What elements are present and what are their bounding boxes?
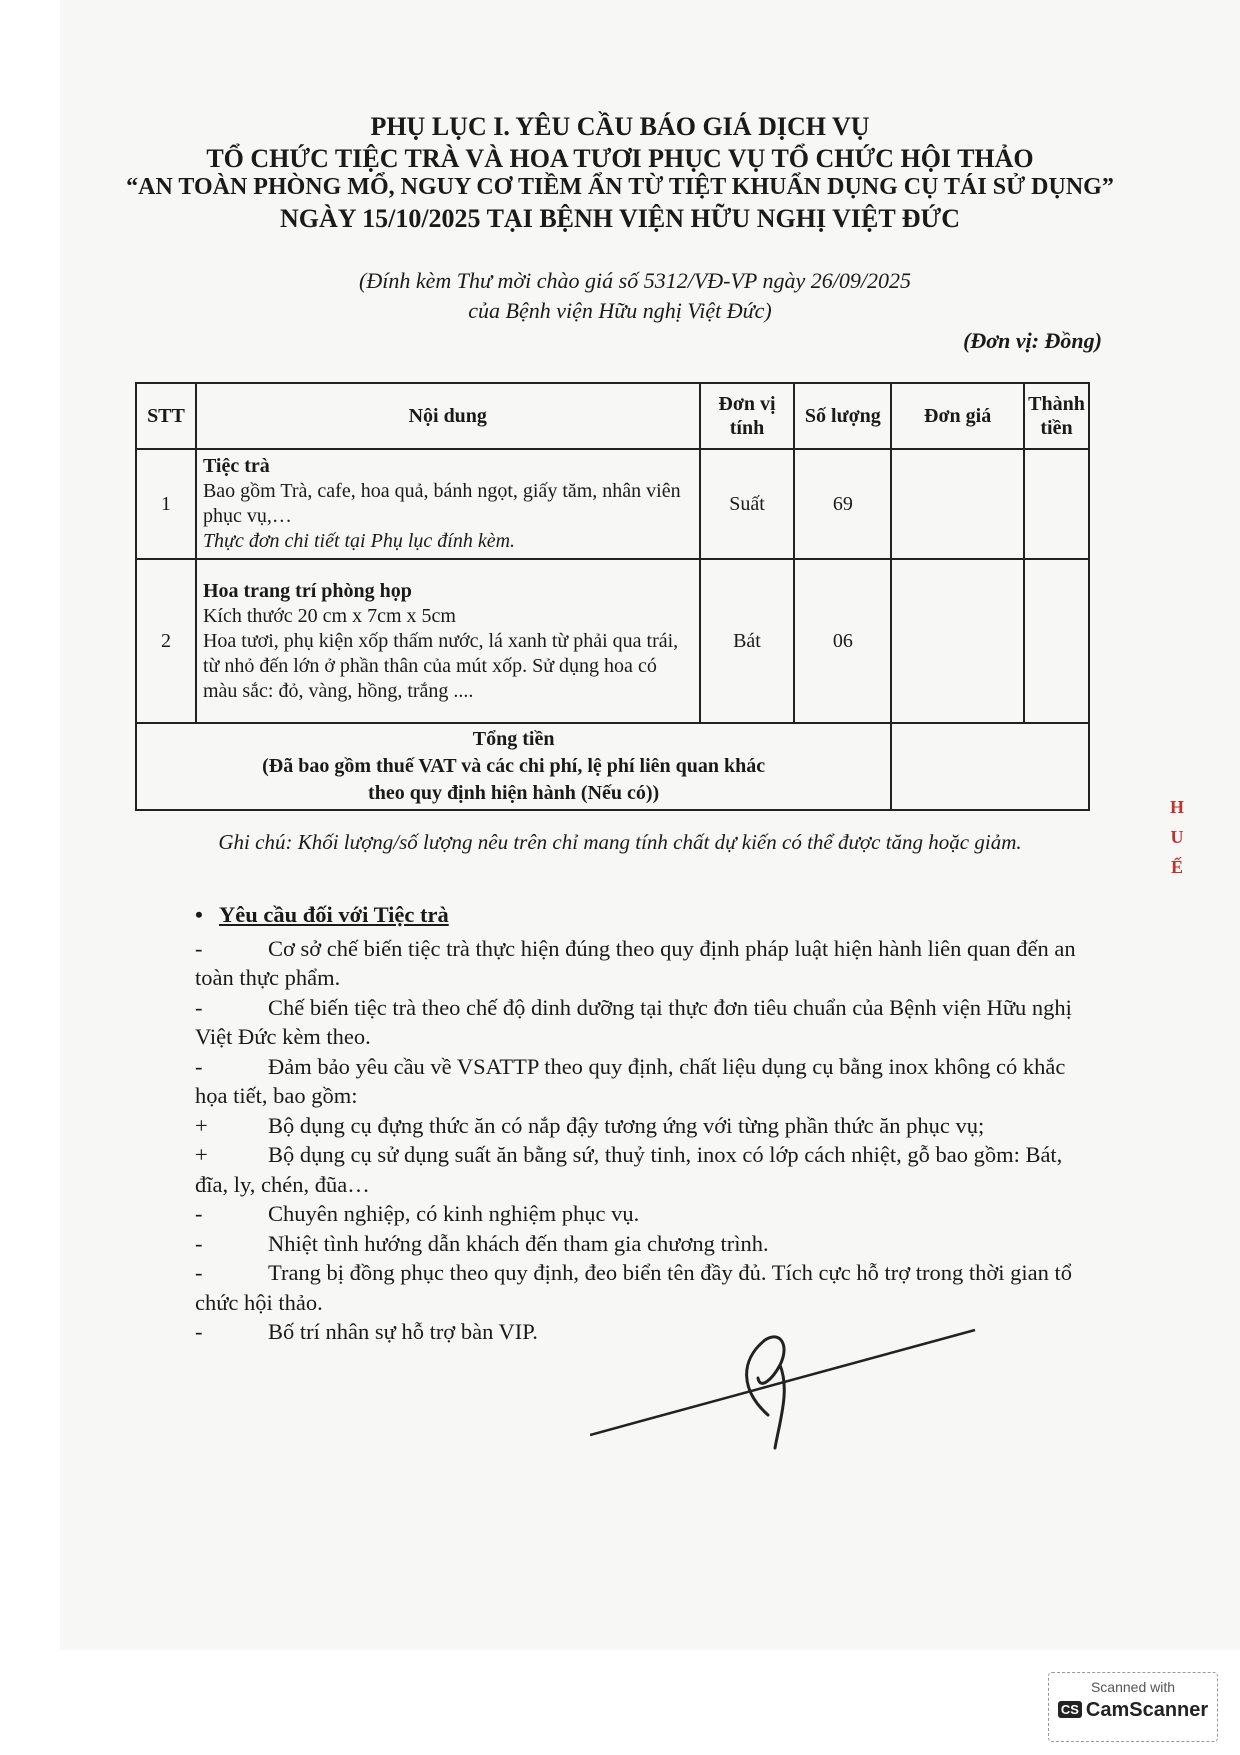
row-title: Tiệc trà — [202, 455, 270, 477]
row-unit: Bát — [700, 559, 795, 723]
signature-icon — [590, 1320, 990, 1450]
row-stt: 2 — [136, 559, 196, 723]
footnote: Ghi chú: Khối lượng/số lượng nêu trên chỉ mang tính chất dự kiến có thể được tăng hoặc giảm. — [218, 830, 1022, 854]
list-mark: + — [195, 1112, 208, 1138]
row-description: Hoa tươi, phụ kiện xốp thấm nước, lá xanh từ phải qua trái, từ nhỏ đến lớn ở phần thân của mút xốp. Sử dụng hoa có màu sắc: đỏ, vàng, hồng, trắng .... — [202, 629, 679, 702]
list-item-text: Chế biến tiệc trà theo chế độ dinh dưỡng tại thực đơn tiêu chuẩn của Bệnh viện Hữu nghị Việt Đức kèm theo. — [195, 994, 1072, 1049]
title-line-4: NGÀY 15/10/2025 TẠI BỆNH VIỆN HỮU NGHỊ VIỆT ĐỨC — [280, 204, 960, 233]
list-item — [195, 1140, 1100, 1199]
row-description: Bao gồm Trà, cafe, hoa quả, bánh ngọt, giấy tăm, nhân viên phục vụ,… — [202, 480, 681, 527]
row-quantity: 06 — [794, 559, 891, 723]
header-price: Đơn giá — [891, 383, 1024, 449]
list-item-text: Chuyên nghiệp, có kinh nghiệm phục vụ. — [268, 1201, 640, 1226]
list-item-text: Cơ sở chế biến tiệc trà thực hiện đúng theo quy định pháp luật hiện hành liên quan đến an toàn thực phẩm. — [195, 935, 1076, 990]
list-item — [195, 934, 1100, 993]
title-line-2: TỔ CHỨC TIỆC TRÀ VÀ HOA TƯƠI PHỤC VỤ TỔ CHỨC HỘI THẢO — [206, 144, 1034, 173]
attachment-line-2: của Bệnh viện Hữu nghị Việt Đức) — [468, 298, 772, 323]
requirements-section — [195, 900, 1100, 1347]
list-mark: - — [195, 935, 203, 961]
total-note-1: (Đã bao gồm thuế VAT và các chi phí, lệ phí liên quan khác — [262, 755, 766, 777]
row-quantity: 69 — [794, 449, 891, 559]
row-price — [891, 559, 1024, 723]
camscanner-name: CamScanner — [1085, 1699, 1209, 1721]
list-mark: - — [195, 1230, 203, 1256]
list-item — [195, 1258, 1100, 1317]
camscanner-badge — [1048, 1672, 1218, 1742]
red-stamp-fragment: H U Ế — [1169, 797, 1184, 877]
header-amount: Thành tiền — [1024, 383, 1089, 449]
bullet-icon: • — [195, 902, 203, 927]
row-price — [891, 449, 1024, 559]
list-item-text: Bố trí nhân sự hỗ trợ bàn VIP. — [268, 1319, 538, 1344]
table-header-row — [136, 383, 1089, 449]
list-item — [195, 1111, 1100, 1141]
row-content — [196, 449, 700, 559]
row-size: Kích thước 20 cm x 7cm x 5cm — [202, 604, 456, 627]
total-row — [136, 723, 1089, 810]
list-mark: + — [195, 1142, 208, 1167]
list-mark: - — [195, 1260, 203, 1285]
requirements-heading — [195, 900, 1100, 930]
list-item-text: Đảm bảo yêu cầu về VSATTP theo quy định, chất liệu dụng cụ bằng inox không có khắc họa tiết, bao gồm: — [195, 1053, 1066, 1108]
quotation-table — [135, 382, 1090, 811]
list-item-text: Nhiệt tình hướng dẫn khách đến tham gia chương trình. — [268, 1230, 769, 1256]
requirements-title: Yêu cầu đối với Tiệc trà — [219, 902, 449, 927]
total-note-2: theo quy định hiện hành (Nếu có)) — [368, 782, 660, 804]
list-mark: - — [195, 1201, 203, 1226]
total-label-cell — [136, 723, 891, 810]
row-unit: Suất — [700, 449, 795, 559]
header-quantity: Số lượng — [794, 383, 891, 449]
row-stt: 1 — [136, 449, 196, 559]
title-line-1: PHỤ LỤC I. YÊU CẦU BÁO GIÁ DỊCH VỤ — [370, 112, 870, 141]
list-item-text: Bộ dụng cụ đựng thức ăn có nắp đậy tương ứng với từng phần thức ăn phục vụ; — [268, 1112, 985, 1138]
row-content — [196, 559, 700, 723]
table-row — [136, 559, 1089, 723]
row-title: Hoa trang trí phòng họp — [202, 579, 412, 602]
list-item-text: Trang bị đồng phục theo quy định, đeo biển tên đầy đủ. Tích cực hỗ trợ trong thời gian tổ chức hội thảo. — [195, 1260, 1073, 1315]
list-item — [195, 1229, 1100, 1259]
list-item — [195, 1052, 1100, 1111]
scanned-with-text: Scanned with — [1090, 1679, 1176, 1695]
row-amount — [1024, 559, 1089, 723]
row-amount — [1024, 449, 1089, 559]
title-line-3: “AN TOÀN PHÒNG MỔ, NGUY CƠ TIỀM ẨN TỪ TIỆT KHUẨN DỤNG CỤ TÁI SỬ DỤNG” — [126, 174, 1114, 200]
list-mark: - — [195, 1053, 203, 1079]
list-item — [195, 993, 1100, 1052]
list-item-text: Bộ dụng cụ sử dụng suất ăn bằng sứ, thuỷ tinh, inox có lớp cách nhiệt, gỗ bao gồm: Bát, đĩa, ly, chén, đũa… — [195, 1142, 1063, 1197]
total-label: Tổng tiền — [472, 728, 555, 750]
header-unit: Đơn vị tính — [700, 383, 795, 449]
row-note: Thực đơn chi tiết tại Phụ lục đính kèm. — [202, 530, 516, 552]
camscanner-brand — [1049, 1699, 1217, 1722]
header-content: Nội dung — [196, 383, 700, 449]
camscanner-logo-icon: CS — [1058, 1701, 1082, 1718]
table-row — [136, 449, 1089, 559]
header-stt: STT — [136, 383, 196, 449]
total-value-cell — [891, 723, 1089, 810]
list-mark: - — [195, 994, 203, 1020]
list-mark: - — [195, 1319, 203, 1344]
unit-note: (Đơn vị: Đồng) — [963, 328, 1102, 353]
list-item — [195, 1199, 1100, 1229]
attachment-line-1: (Đính kèm Thư mời chào giá số 5312/VĐ-VP ngày 26/09/2025 — [359, 268, 911, 293]
